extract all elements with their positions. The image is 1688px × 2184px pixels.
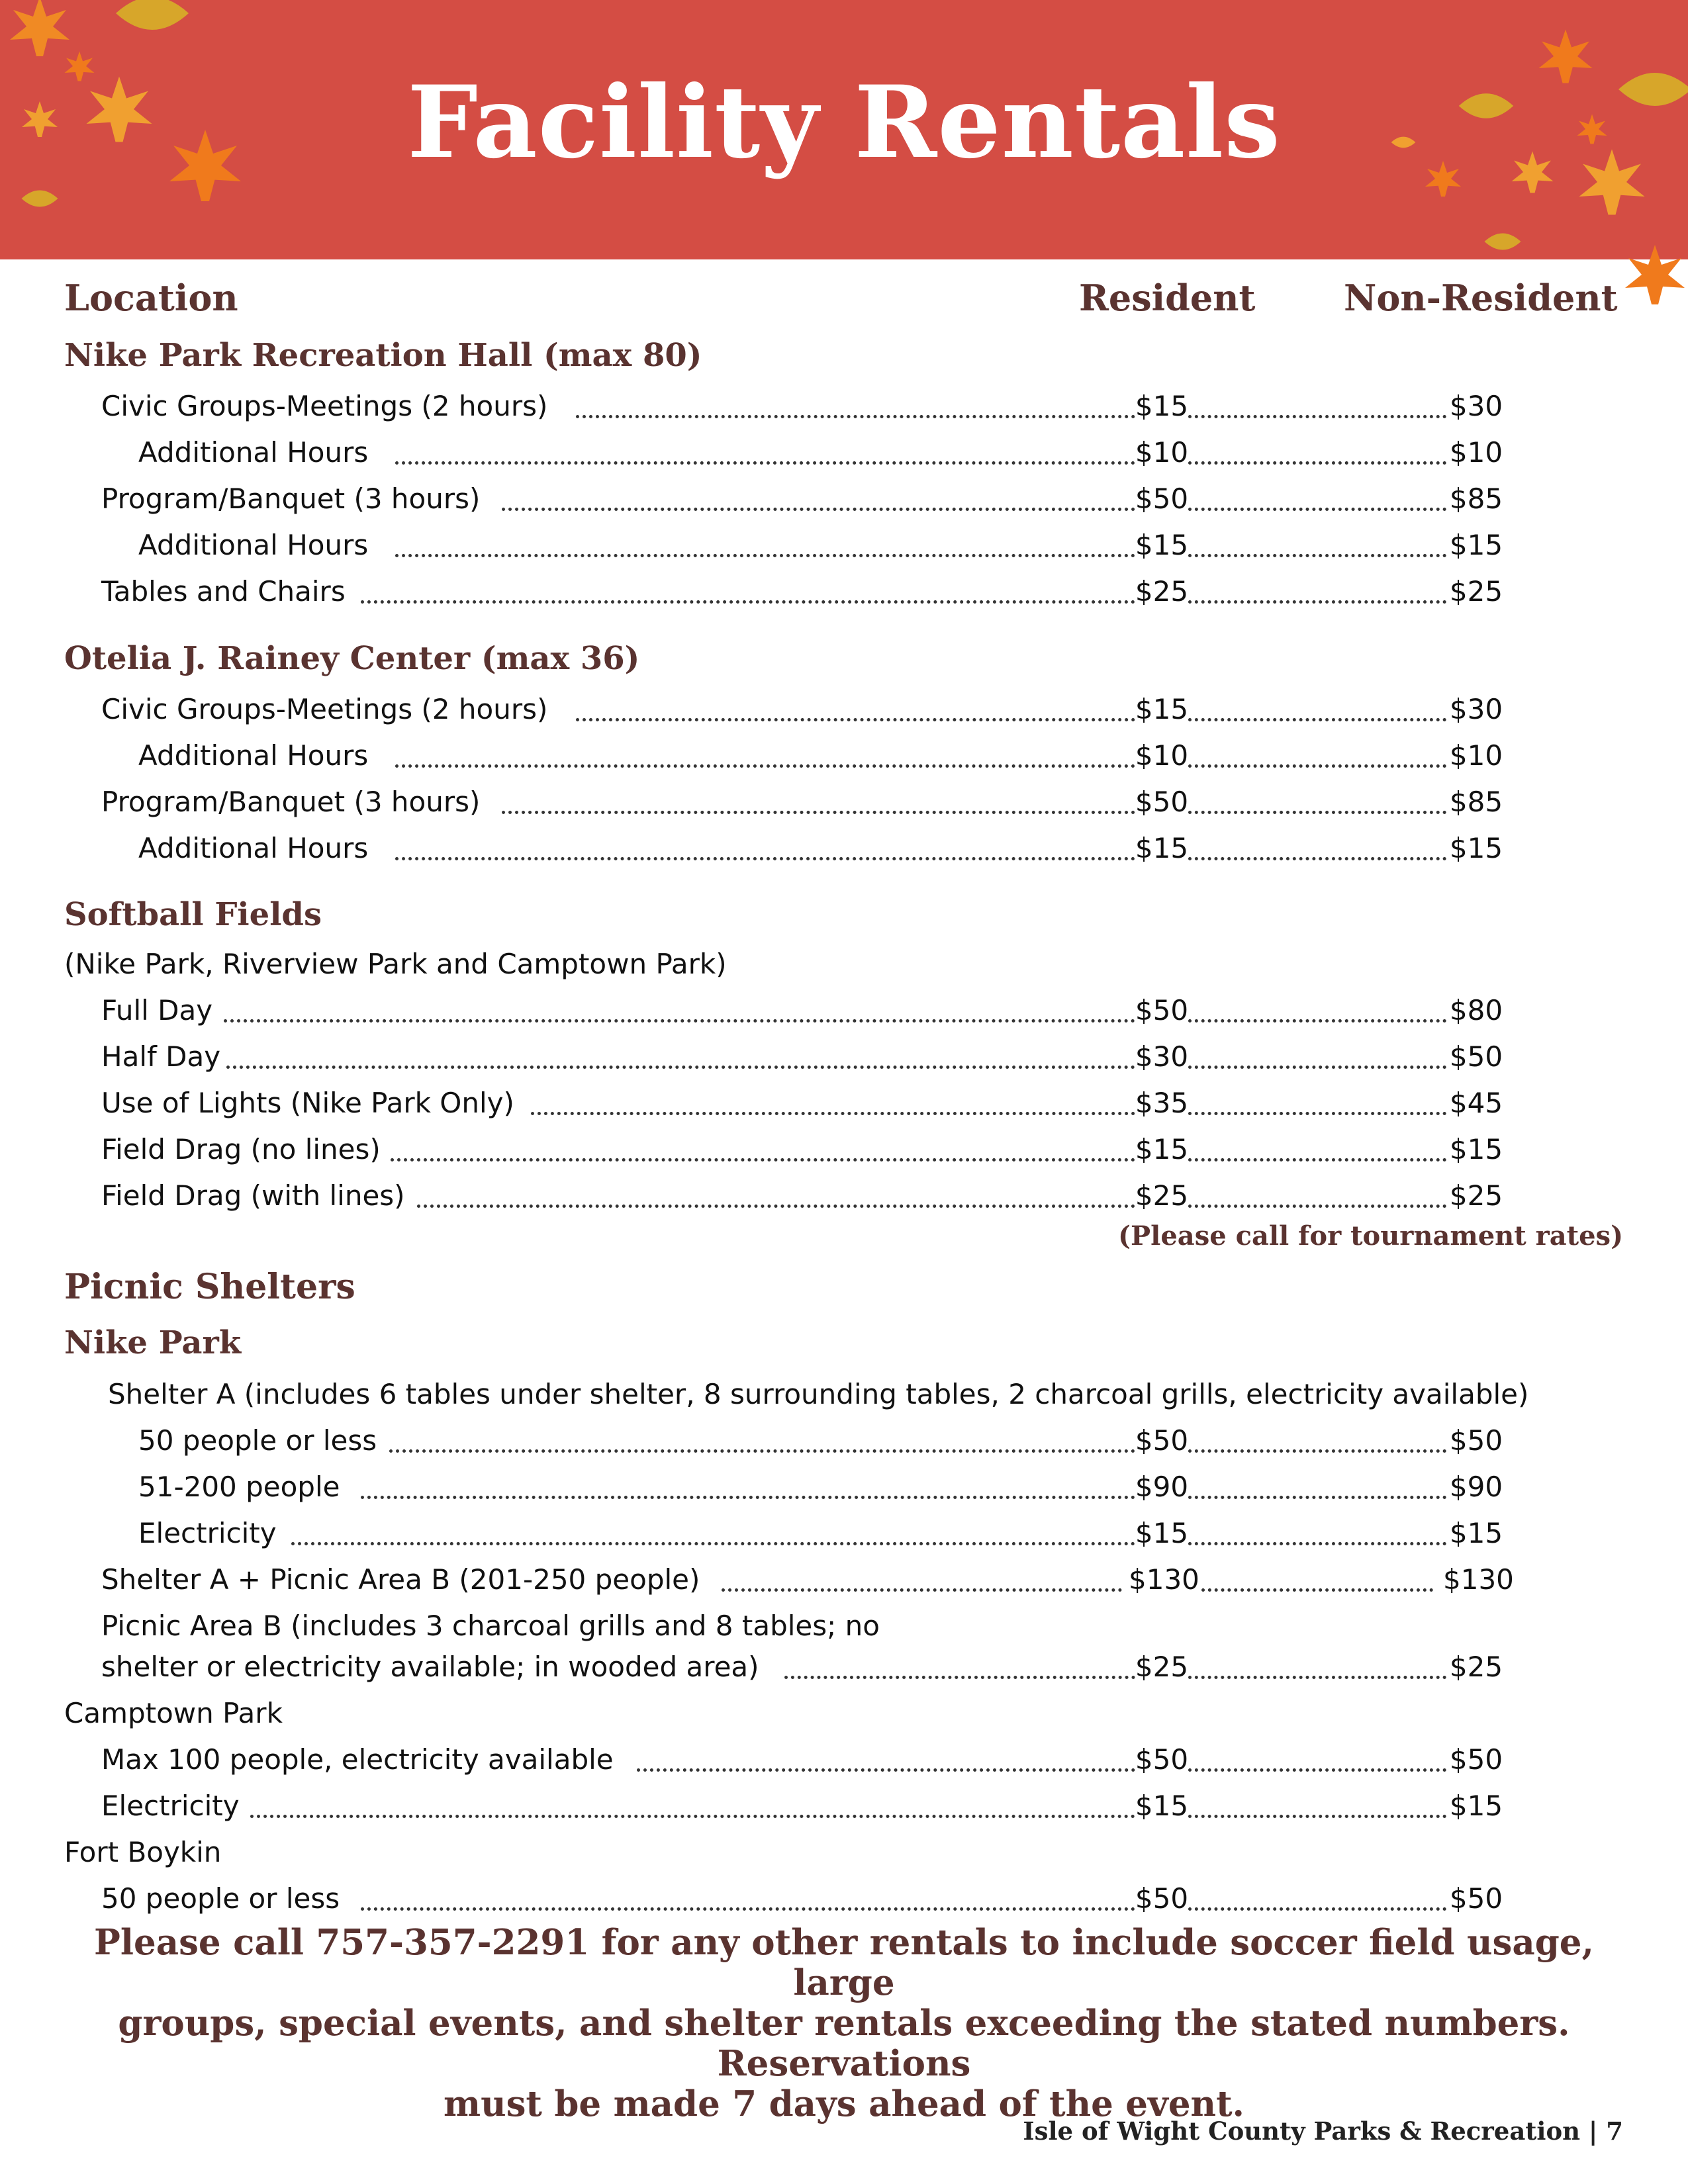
non-resident-price: $15: [1449, 529, 1503, 561]
price-row: [0, 734, 1688, 778]
dot-leader: [502, 811, 1135, 814]
picnic-area-b-line1: Picnic Area B (includes 3 charcoal grills and 8 tables; no: [101, 1610, 880, 1642]
dot-leader: [391, 1158, 1135, 1161]
non-resident-price: $85: [1449, 786, 1503, 818]
row-label: Shelter A + Picnic Area B (201-250 people): [101, 1563, 700, 1596]
header-banner: [0, 0, 1688, 259]
dot-leader: [361, 1496, 1135, 1499]
resident-price: $25: [1135, 575, 1189, 608]
dot-leader: [637, 1768, 1135, 1772]
softball-subtitle: (Nike Park, Riverview Park and Camptown Park): [64, 948, 727, 980]
price-row: [0, 1784, 1688, 1828]
non-resident-price: $50: [1449, 1424, 1503, 1457]
dot-leader: [226, 1066, 1135, 1069]
dot-leader: [1188, 508, 1446, 511]
dot-leader: [722, 1588, 1122, 1592]
dot-leader: [784, 1676, 1135, 1679]
dot-leader: [224, 1019, 1135, 1023]
dot-leader: [1188, 1205, 1446, 1208]
price-row: [0, 989, 1688, 1032]
camptown-park-label: Camptown Park: [64, 1697, 283, 1729]
dot-leader: [1188, 1768, 1446, 1772]
resident-price: $15: [1135, 390, 1189, 422]
non-resident-price: $90: [1449, 1471, 1503, 1503]
resident-price: $50: [1135, 786, 1189, 818]
price-row: [0, 1419, 1688, 1463]
dot-leader: [1188, 1815, 1446, 1818]
row-label: Additional Hours: [138, 739, 369, 772]
dot-leader: [395, 857, 1135, 860]
resident-price: $15: [1135, 1790, 1189, 1822]
subsection-title-nike-park: Nike Park: [64, 1324, 242, 1361]
resident-price: $15: [1135, 832, 1189, 864]
resident-price: $50: [1135, 1424, 1189, 1457]
row-label: Half Day: [101, 1040, 221, 1073]
resident-price: $90: [1135, 1471, 1189, 1503]
dot-leader: [1188, 415, 1446, 418]
fort-boykin-label: Fort Boykin: [64, 1836, 222, 1868]
row-label: Tables and Chairs: [101, 575, 346, 608]
row-label: Program/Banquet (3 hours): [101, 482, 481, 515]
resident-price: $50: [1135, 994, 1189, 1026]
price-row: [0, 1465, 1688, 1509]
row-label: Additional Hours: [138, 436, 369, 469]
non-resident-price: $15: [1449, 1133, 1503, 1165]
dot-leader: [1188, 764, 1446, 768]
resident-price: $15: [1135, 1517, 1189, 1549]
non-resident-price: $15: [1449, 1790, 1503, 1822]
non-resident-price: $15: [1449, 1517, 1503, 1549]
row-label: Electricity: [138, 1517, 277, 1549]
non-resident-price: $15: [1449, 832, 1503, 864]
dot-leader: [291, 1542, 1135, 1545]
section-title-picnic: Picnic Shelters: [64, 1267, 355, 1307]
price-row: [0, 1512, 1688, 1555]
dot-leader: [361, 1907, 1135, 1911]
callout-line: must be made 7 days ahead of the event.: [443, 2083, 1245, 2124]
row-label: 50 people or less: [138, 1424, 377, 1457]
resident-price: $35: [1135, 1087, 1189, 1119]
section-title-rainey: Otelia J. Rainey Center (max 36): [64, 640, 640, 677]
row-label: Electricity: [101, 1790, 240, 1822]
section-title-softball: Softball Fields: [64, 896, 322, 933]
resident-price: $15: [1135, 693, 1189, 725]
row-label: Civic Groups-Meetings (2 hours): [101, 390, 548, 422]
resident-price: $50: [1135, 482, 1189, 515]
non-resident-price: $25: [1449, 575, 1503, 608]
price-row: [0, 1128, 1688, 1171]
dot-leader: [1188, 811, 1446, 814]
resident-price: $25: [1135, 1179, 1189, 1212]
dot-leader: [1188, 1542, 1446, 1545]
price-row: [0, 1035, 1688, 1079]
non-resident-price: $50: [1449, 1882, 1503, 1915]
dot-leader: [502, 508, 1135, 511]
row-label: Additional Hours: [138, 832, 369, 864]
dot-leader: [576, 415, 1135, 418]
dot-leader: [1188, 1158, 1446, 1161]
non-resident-price: $30: [1449, 693, 1503, 725]
dot-leader: [1188, 554, 1446, 557]
dot-leader: [395, 764, 1135, 768]
row-label: Program/Banquet (3 hours): [101, 786, 481, 818]
non-resident-price: $130: [1443, 1563, 1514, 1596]
callout-line: Please call 757-357-2291 for any other rentals to include soccer field usage, large: [94, 1922, 1594, 2003]
resident-price: $50: [1135, 1882, 1189, 1915]
resident-price: $15: [1135, 1133, 1189, 1165]
non-resident-price: $30: [1449, 390, 1503, 422]
resident-price: $30: [1135, 1040, 1189, 1073]
dot-leader: [250, 1815, 1135, 1818]
dot-leader: [1188, 1449, 1446, 1453]
dot-leader: [1188, 1676, 1446, 1679]
resident-price: $25: [1135, 1651, 1189, 1683]
price-row: [0, 385, 1688, 428]
non-resident-price: $10: [1449, 739, 1503, 772]
resident-price: $15: [1135, 529, 1189, 561]
non-resident-price: $80: [1449, 994, 1503, 1026]
price-row: [0, 688, 1688, 731]
dot-leader: [1188, 1907, 1446, 1911]
page-title: Facility Rentals: [407, 64, 1281, 181]
row-label: Full Day: [101, 994, 213, 1026]
dot-leader: [361, 600, 1135, 604]
column-header-location: Location: [64, 277, 238, 319]
dot-leader: [395, 461, 1135, 465]
column-header-non-resident: Non-Resident: [1344, 277, 1618, 319]
dot-leader: [1188, 718, 1446, 721]
dot-leader: [1188, 1112, 1446, 1115]
row-label: Additional Hours: [138, 529, 369, 561]
row-label: 50 people or less: [101, 1882, 340, 1915]
row-label: Civic Groups-Meetings (2 hours): [101, 693, 548, 725]
price-row: [0, 1174, 1688, 1218]
dot-leader: [1188, 1066, 1446, 1069]
shelter-a-description: Shelter A (includes 6 tables under shelter, 8 surrounding tables, 2 charcoal grills, electricity available): [108, 1378, 1529, 1410]
non-resident-price: $85: [1449, 482, 1503, 515]
price-row: [0, 570, 1688, 614]
non-resident-price: $50: [1449, 1040, 1503, 1073]
tournament-note: (Please call for tournament rates): [1118, 1220, 1623, 1251]
row-label: 51-200 people: [138, 1471, 340, 1503]
column-header-resident: Resident: [1079, 277, 1256, 319]
leaf-icon: [1483, 225, 1523, 258]
non-resident-price: $45: [1449, 1087, 1503, 1119]
price-row: [0, 1877, 1688, 1921]
price-row: [0, 1081, 1688, 1125]
contact-callout: [40, 1923, 1648, 2124]
dot-leader: [1188, 857, 1446, 860]
leaf-icon: [113, 0, 192, 40]
resident-price: $10: [1135, 739, 1189, 772]
price-row: [0, 477, 1688, 521]
non-resident-price: $10: [1449, 436, 1503, 469]
non-resident-price: $50: [1449, 1743, 1503, 1776]
resident-price: $10: [1135, 436, 1189, 469]
row-label: Field Drag (no lines): [101, 1133, 381, 1165]
price-row: [0, 780, 1688, 824]
callout-line: groups, special events, and shelter rentals exceeding the stated numbers. Reservations: [118, 2003, 1570, 2084]
row-label: shelter or electricity available; in wooded area): [101, 1651, 759, 1683]
row-label: Use of Lights (Nike Park Only): [101, 1087, 514, 1119]
leaf-icon: [20, 185, 60, 212]
non-resident-price: $25: [1449, 1651, 1503, 1683]
resident-price: $130: [1129, 1563, 1199, 1596]
dot-leader: [1201, 1588, 1433, 1592]
row-label: Max 100 people, electricity available: [101, 1743, 614, 1776]
dot-leader: [576, 718, 1135, 721]
dot-leader: [389, 1449, 1135, 1453]
price-row: [0, 523, 1688, 567]
non-resident-price: $25: [1449, 1179, 1503, 1212]
resident-price: $50: [1135, 1743, 1189, 1776]
dot-leader: [417, 1205, 1135, 1208]
dot-leader: [531, 1112, 1135, 1115]
page-footer: Isle of Wight County Parks & Recreation | 7: [1023, 2116, 1623, 2146]
dot-leader: [395, 554, 1135, 557]
maple-leaf-icon: [1622, 232, 1688, 318]
price-row: [0, 827, 1688, 870]
price-row: [0, 1645, 1688, 1689]
dot-leader: [1188, 1496, 1446, 1499]
dot-leader: [1188, 461, 1446, 465]
price-row: [0, 1738, 1688, 1782]
row-label: Field Drag (with lines): [101, 1179, 405, 1212]
section-title-nike-hall: Nike Park Recreation Hall (max 80): [64, 337, 702, 374]
dot-leader: [1188, 600, 1446, 604]
price-row: [0, 1558, 1688, 1602]
price-row: [0, 431, 1688, 475]
dot-leader: [1188, 1019, 1446, 1023]
